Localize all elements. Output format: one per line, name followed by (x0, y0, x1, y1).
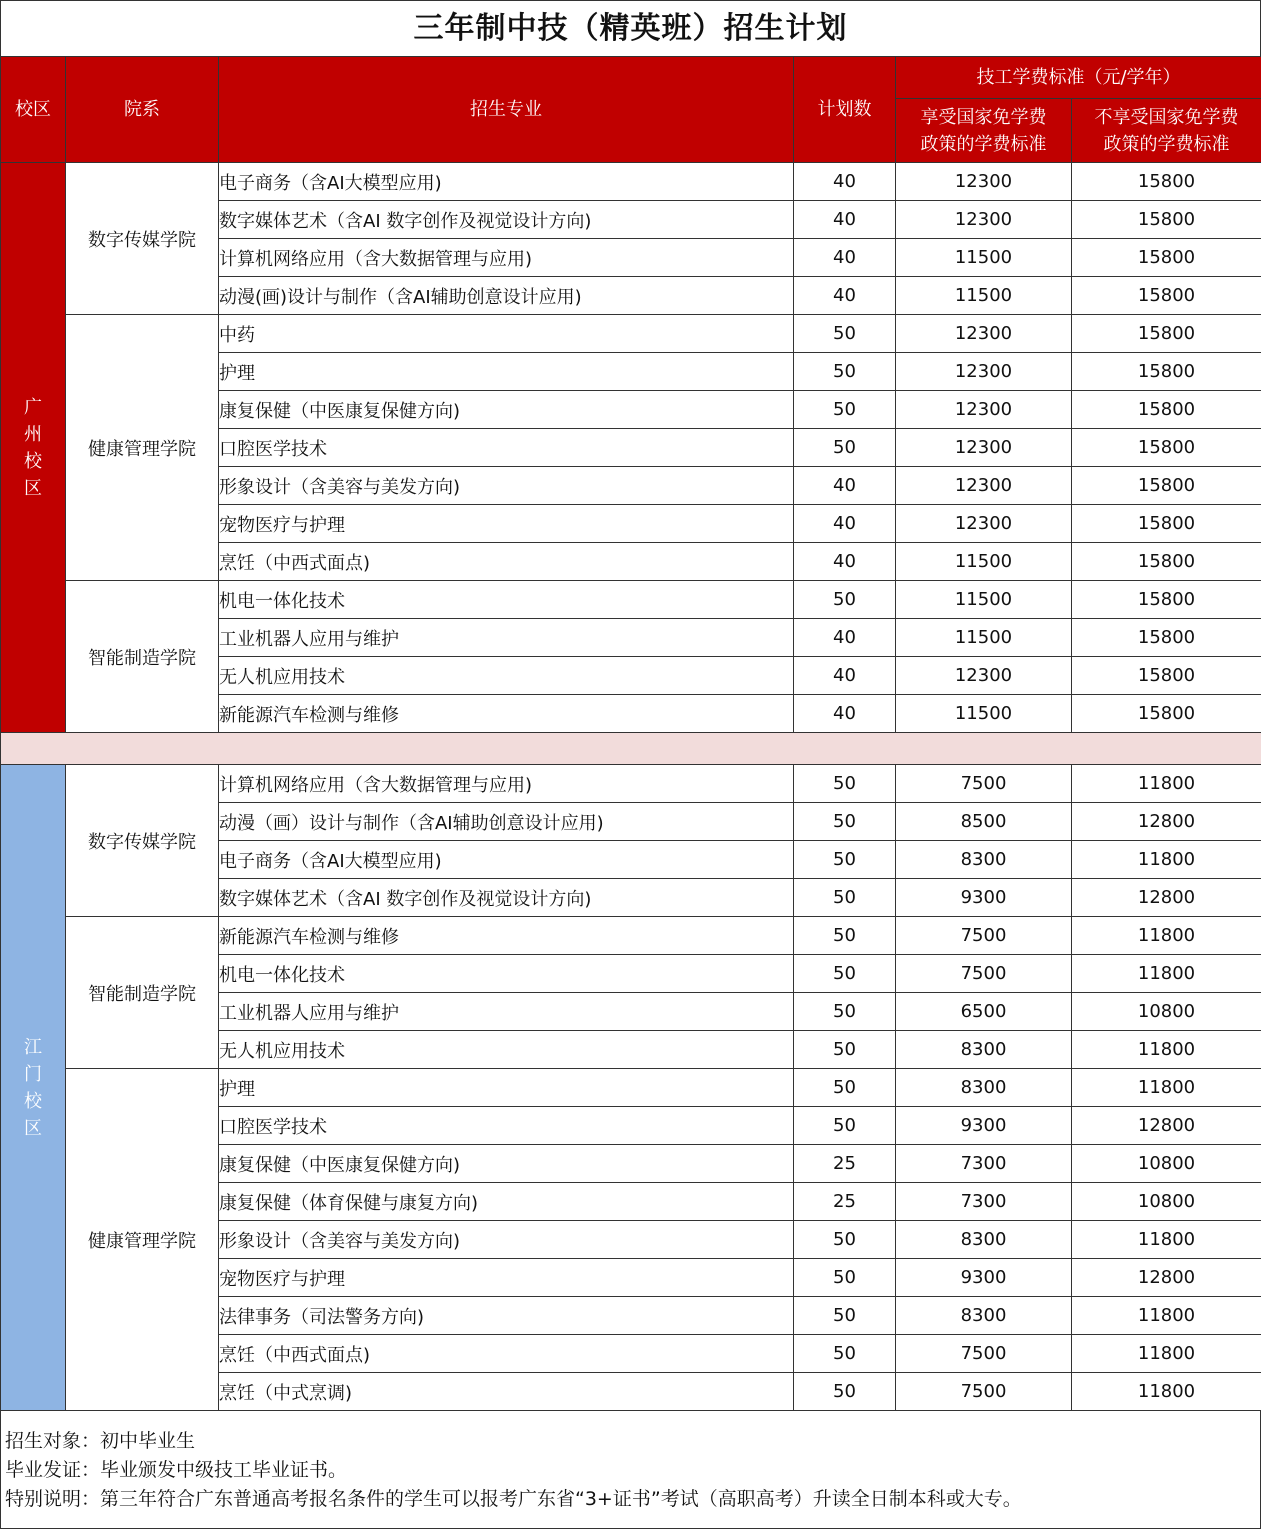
major-cell: 机电一体化技术 (219, 955, 794, 993)
major-cell: 法律事务（司法警务方向) (219, 1297, 794, 1335)
plan-cell: 50 (794, 1031, 896, 1069)
header-major: 招生专业 (219, 57, 794, 163)
fee-full-cell: 15800 (1072, 657, 1261, 695)
fee-full-cell: 15800 (1072, 239, 1261, 277)
header-dept: 院系 (66, 57, 219, 163)
fee-full-cell: 15800 (1072, 201, 1261, 239)
header-fee-exempt-line1: 享受国家免学费 (896, 104, 1071, 131)
dept-cell: 智能制造学院 (66, 917, 219, 1069)
fee-full-cell: 12800 (1072, 879, 1261, 917)
campus-separator (1, 733, 1261, 765)
fee-exempt-cell: 12300 (896, 505, 1072, 543)
fee-full-cell: 15800 (1072, 619, 1261, 657)
fee-exempt-cell: 11500 (896, 239, 1072, 277)
plan-cell: 50 (794, 955, 896, 993)
campus-char: 门 (1, 1061, 65, 1088)
major-cell: 新能源汽车检测与维修 (219, 917, 794, 955)
major-cell: 新能源汽车检测与维修 (219, 695, 794, 733)
campus-cell (1, 765, 66, 1411)
page-title: 三年制中技（精英班）招生计划 (0, 0, 1261, 56)
plan-cell: 50 (794, 803, 896, 841)
note-special: 特别说明：第三年符合广东普通高考报名条件的学生可以报考广东省“3+证书”考试（高职高考）升读全日制本科或大专。 (1, 1485, 1260, 1514)
major-cell: 工业机器人应用与维护 (219, 993, 794, 1031)
fee-exempt-cell: 9300 (896, 879, 1072, 917)
fee-full-cell: 15800 (1072, 581, 1261, 619)
plan-cell: 40 (794, 239, 896, 277)
header-plan: 计划数 (794, 57, 896, 163)
fee-full-cell: 11800 (1072, 1069, 1261, 1107)
header-fee-group: 技工学费标准（元/学年） (896, 57, 1261, 99)
plan-cell: 50 (794, 1221, 896, 1259)
table-header (1, 57, 1261, 163)
major-cell: 数字媒体艺术（含AI 数字创作及视觉设计方向) (219, 879, 794, 917)
major-cell: 康复保健（中医康复保健方向) (219, 1145, 794, 1183)
plan-cell: 25 (794, 1183, 896, 1221)
fee-full-cell: 11800 (1072, 955, 1261, 993)
major-cell: 电子商务（含AI大模型应用) (219, 841, 794, 879)
campus-char: 广 (1, 394, 65, 421)
fee-exempt-cell: 12300 (896, 201, 1072, 239)
plan-cell: 50 (794, 1373, 896, 1411)
plan-cell: 40 (794, 657, 896, 695)
fee-exempt-cell: 9300 (896, 1259, 1072, 1297)
fee-full-cell: 15800 (1072, 277, 1261, 315)
fee-exempt-cell: 8300 (896, 1031, 1072, 1069)
plan-cell: 50 (794, 391, 896, 429)
campus-char: 校 (1, 448, 65, 475)
note-certificate: 毕业发证：毕业颁发中级技工毕业证书。 (1, 1456, 1260, 1485)
major-cell: 形象设计（含美容与美发方向) (219, 467, 794, 505)
fee-exempt-cell: 11500 (896, 619, 1072, 657)
plan-cell: 50 (794, 1297, 896, 1335)
dept-cell: 数字传媒学院 (66, 163, 219, 315)
major-cell: 电子商务（含AI大模型应用) (219, 163, 794, 201)
major-cell: 无人机应用技术 (219, 657, 794, 695)
plan-cell: 50 (794, 765, 896, 803)
major-cell: 计算机网络应用（含大数据管理与应用) (219, 765, 794, 803)
header-fee-full-line2: 政策的学费标准 (1072, 131, 1261, 158)
table-row (1, 315, 1261, 353)
fee-exempt-cell: 7500 (896, 917, 1072, 955)
notes-section (0, 1411, 1261, 1529)
fee-full-cell: 10800 (1072, 993, 1261, 1031)
fee-full-cell: 12800 (1072, 803, 1261, 841)
fee-exempt-cell: 8300 (896, 1221, 1072, 1259)
header-fee-full (1072, 99, 1261, 163)
table-body (1, 163, 1261, 1411)
fee-full-cell: 12800 (1072, 1259, 1261, 1297)
major-cell: 宠物医疗与护理 (219, 505, 794, 543)
fee-exempt-cell: 8300 (896, 841, 1072, 879)
fee-full-cell: 10800 (1072, 1145, 1261, 1183)
enrollment-table (0, 56, 1261, 1411)
major-cell: 护理 (219, 1069, 794, 1107)
fee-exempt-cell: 11500 (896, 695, 1072, 733)
fee-exempt-cell: 11500 (896, 277, 1072, 315)
major-cell: 康复保健（体育保健与康复方向) (219, 1183, 794, 1221)
major-cell: 机电一体化技术 (219, 581, 794, 619)
campus-char: 江 (1, 1034, 65, 1061)
major-cell: 烹饪（中西式面点) (219, 543, 794, 581)
plan-cell: 50 (794, 429, 896, 467)
fee-full-cell: 15800 (1072, 391, 1261, 429)
plan-cell: 50 (794, 315, 896, 353)
plan-cell: 40 (794, 467, 896, 505)
header-fee-full-line1: 不享受国家免学费 (1072, 104, 1261, 131)
fee-exempt-cell: 12300 (896, 315, 1072, 353)
major-cell: 动漫（画）设计与制作（含AI辅助创意设计应用) (219, 803, 794, 841)
campus-cell (1, 163, 66, 733)
major-cell: 护理 (219, 353, 794, 391)
fee-exempt-cell: 6500 (896, 993, 1072, 1031)
fee-exempt-cell: 8300 (896, 1297, 1072, 1335)
fee-full-cell: 11800 (1072, 1373, 1261, 1411)
fee-full-cell: 11800 (1072, 1297, 1261, 1335)
plan-cell: 50 (794, 1107, 896, 1145)
major-cell: 烹饪（中式烹调) (219, 1373, 794, 1411)
major-cell: 计算机网络应用（含大数据管理与应用) (219, 239, 794, 277)
plan-cell: 50 (794, 879, 896, 917)
fee-full-cell: 11800 (1072, 1031, 1261, 1069)
plan-cell: 40 (794, 505, 896, 543)
header-campus: 校区 (1, 57, 66, 163)
major-cell: 烹饪（中西式面点) (219, 1335, 794, 1373)
fee-exempt-cell: 7500 (896, 1373, 1072, 1411)
fee-full-cell: 11800 (1072, 841, 1261, 879)
major-cell: 口腔医学技术 (219, 1107, 794, 1145)
fee-full-cell: 15800 (1072, 505, 1261, 543)
fee-exempt-cell: 8500 (896, 803, 1072, 841)
table-row (1, 581, 1261, 619)
campus-char: 州 (1, 421, 65, 448)
dept-cell: 数字传媒学院 (66, 765, 219, 917)
major-cell: 宠物医疗与护理 (219, 1259, 794, 1297)
fee-exempt-cell: 9300 (896, 1107, 1072, 1145)
plan-cell: 40 (794, 277, 896, 315)
table-row (1, 1069, 1261, 1107)
table-row (1, 917, 1261, 955)
fee-full-cell: 11800 (1072, 1335, 1261, 1373)
campus-char: 区 (1, 1115, 65, 1142)
fee-exempt-cell: 11500 (896, 543, 1072, 581)
major-cell: 无人机应用技术 (219, 1031, 794, 1069)
fee-full-cell: 10800 (1072, 1183, 1261, 1221)
plan-cell: 50 (794, 1259, 896, 1297)
plan-cell: 50 (794, 1069, 896, 1107)
fee-exempt-cell: 8300 (896, 1069, 1072, 1107)
fee-exempt-cell: 7500 (896, 765, 1072, 803)
fee-full-cell: 15800 (1072, 353, 1261, 391)
major-cell: 数字媒体艺术（含AI 数字创作及视觉设计方向) (219, 201, 794, 239)
fee-full-cell: 15800 (1072, 695, 1261, 733)
plan-cell: 40 (794, 201, 896, 239)
fee-full-cell: 15800 (1072, 163, 1261, 201)
plan-cell: 50 (794, 993, 896, 1031)
fee-exempt-cell: 12300 (896, 391, 1072, 429)
fee-exempt-cell: 12300 (896, 429, 1072, 467)
header-fee-exempt (896, 99, 1072, 163)
fee-exempt-cell: 12300 (896, 467, 1072, 505)
dept-cell: 智能制造学院 (66, 581, 219, 733)
major-cell: 康复保健（中医康复保健方向) (219, 391, 794, 429)
note-target: 招生对象：初中毕业生 (1, 1427, 1260, 1456)
dept-cell: 健康管理学院 (66, 315, 219, 581)
fee-exempt-cell: 7300 (896, 1145, 1072, 1183)
plan-cell: 25 (794, 1145, 896, 1183)
plan-cell: 50 (794, 841, 896, 879)
fee-full-cell: 11800 (1072, 917, 1261, 955)
fee-exempt-cell: 11500 (896, 581, 1072, 619)
fee-full-cell: 15800 (1072, 467, 1261, 505)
dept-cell: 健康管理学院 (66, 1069, 219, 1411)
fee-full-cell: 15800 (1072, 543, 1261, 581)
table-row (1, 163, 1261, 201)
fee-full-cell: 15800 (1072, 429, 1261, 467)
fee-full-cell: 15800 (1072, 315, 1261, 353)
fee-exempt-cell: 12300 (896, 163, 1072, 201)
plan-cell: 50 (794, 581, 896, 619)
fee-full-cell: 11800 (1072, 765, 1261, 803)
campus-char: 校 (1, 1088, 65, 1115)
major-cell: 中药 (219, 315, 794, 353)
plan-cell: 40 (794, 619, 896, 657)
fee-exempt-cell: 12300 (896, 353, 1072, 391)
table-row (1, 765, 1261, 803)
plan-cell: 40 (794, 543, 896, 581)
fee-full-cell: 12800 (1072, 1107, 1261, 1145)
fee-exempt-cell: 7300 (896, 1183, 1072, 1221)
major-cell: 动漫(画)设计与制作（含AI辅助创意设计应用) (219, 277, 794, 315)
campus-separator-row (1, 733, 1261, 765)
fee-exempt-cell: 7500 (896, 1335, 1072, 1373)
plan-cell: 50 (794, 1335, 896, 1373)
campus-char: 区 (1, 475, 65, 502)
plan-cell: 40 (794, 695, 896, 733)
major-cell: 口腔医学技术 (219, 429, 794, 467)
major-cell: 形象设计（含美容与美发方向) (219, 1221, 794, 1259)
fee-exempt-cell: 7500 (896, 955, 1072, 993)
plan-cell: 40 (794, 163, 896, 201)
fee-full-cell: 11800 (1072, 1221, 1261, 1259)
plan-cell: 50 (794, 917, 896, 955)
header-fee-exempt-line2: 政策的学费标准 (896, 131, 1071, 158)
fee-exempt-cell: 12300 (896, 657, 1072, 695)
major-cell: 工业机器人应用与维护 (219, 619, 794, 657)
plan-cell: 50 (794, 353, 896, 391)
